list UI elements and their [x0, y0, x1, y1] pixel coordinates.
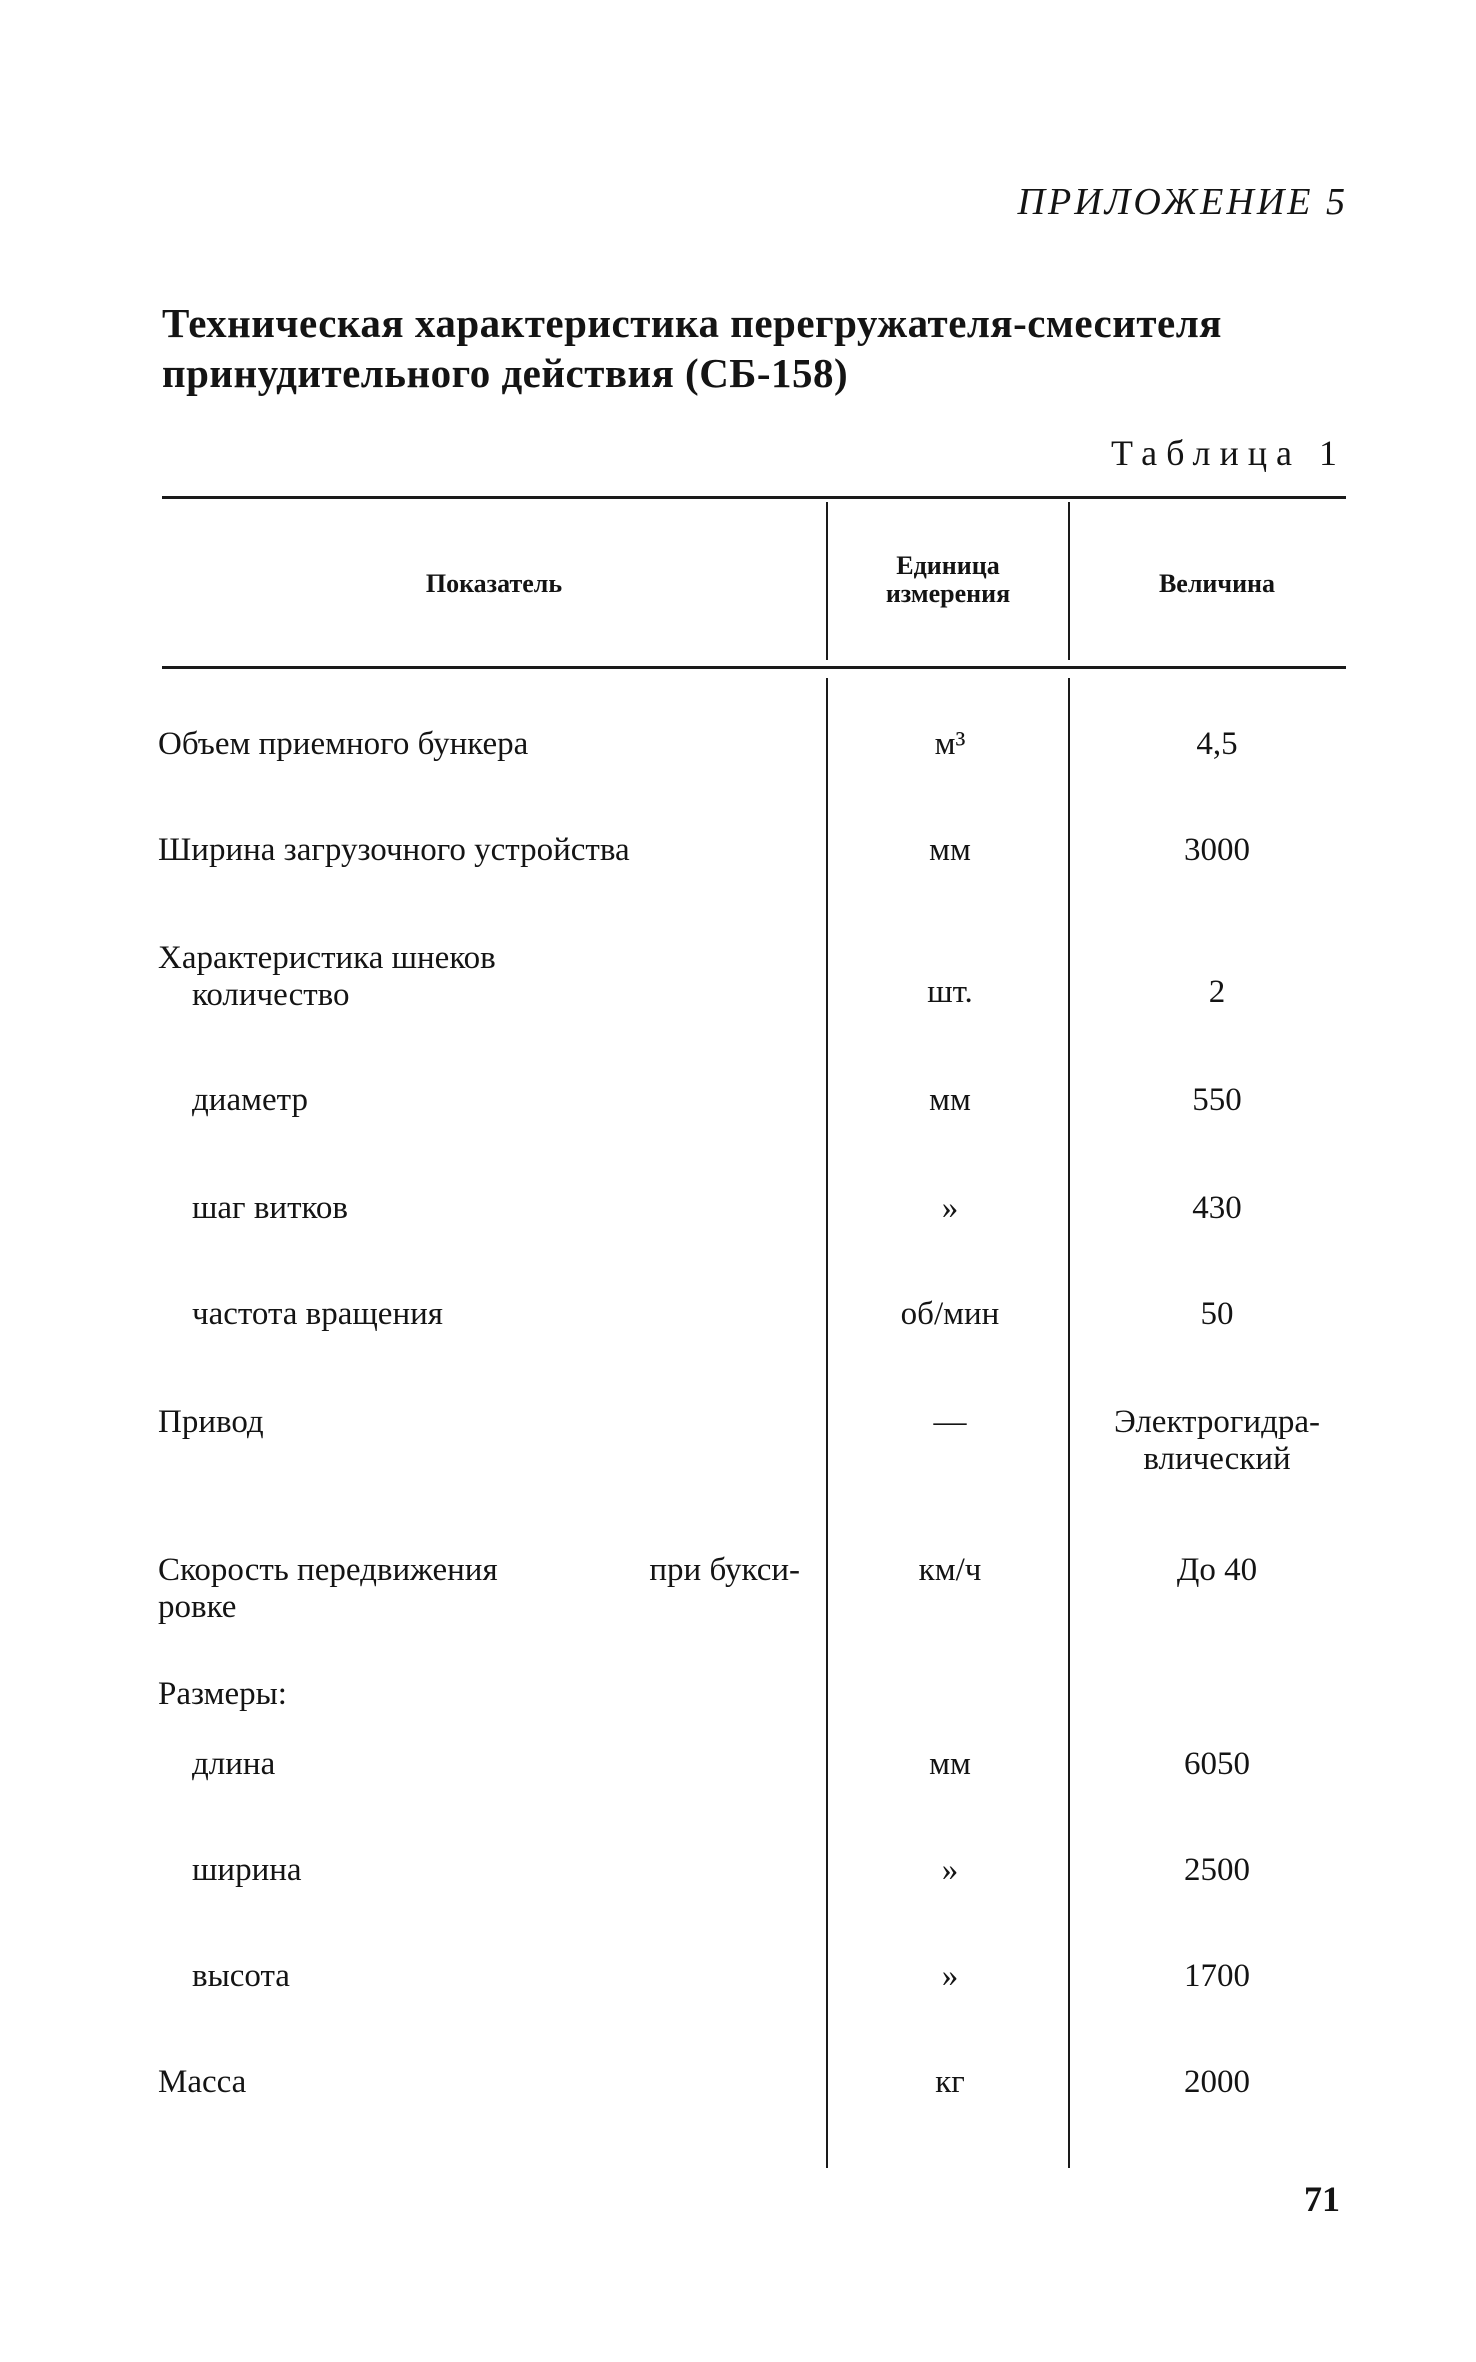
row-unit: шт.: [927, 974, 973, 1010]
column-header-value: Величина: [1158, 569, 1276, 598]
row-unit: м³: [934, 726, 966, 762]
row-name: Привод: [158, 1404, 264, 1440]
row-name-line-2: ровке: [158, 1589, 237, 1625]
row-unit: мм: [929, 1082, 971, 1118]
row-value: 50: [1200, 1296, 1234, 1332]
row-name: [158, 1552, 808, 1626]
row-unit: мм: [929, 832, 971, 868]
row-name-part-1: Скорость передвижения: [158, 1552, 498, 1588]
row-name: частота вращения: [192, 1296, 443, 1332]
row-value: 2000: [1184, 2064, 1250, 2100]
row-group-label: Размеры:: [158, 1676, 287, 1712]
table-top-rule: [162, 496, 1346, 499]
table-header-rule: [162, 666, 1346, 669]
document-title: [162, 298, 1342, 398]
row-unit: »: [941, 1852, 959, 1888]
row-name: диаметр: [192, 1082, 308, 1118]
title-line-1: Техническая характеристика перегружателя-смесителя: [162, 300, 1222, 346]
column-header-indicator: Показатель: [425, 569, 563, 598]
row-unit: »: [941, 1958, 959, 1994]
row-unit: »: [941, 1190, 959, 1226]
row-name-line-1: [158, 1552, 800, 1589]
row-value: 2: [1208, 974, 1226, 1010]
row-value: 550: [1192, 1082, 1242, 1118]
header-divider-1: [826, 502, 828, 660]
page-number: 71: [1304, 2179, 1340, 2219]
column-header-unit: [830, 552, 1066, 608]
row-name: Ширина загрузочного устройства: [158, 832, 630, 868]
row-value: 4,5: [1196, 726, 1238, 762]
row-value-line-1: Электрогидра-: [1113, 1404, 1320, 1440]
row-value: [1072, 1404, 1362, 1478]
row-value: 430: [1192, 1190, 1242, 1226]
row-name: [158, 940, 808, 1014]
table-label: Таблица 1: [1111, 433, 1346, 473]
title-line-2: принудительного действия (СБ-158): [162, 350, 849, 396]
row-name: Объем приемного бункера: [158, 726, 529, 762]
body-divider-1: [826, 678, 828, 2168]
row-value: 2500: [1184, 1852, 1250, 1888]
row-value-line-2: влический: [1143, 1441, 1291, 1477]
row-name: ширина: [192, 1852, 302, 1888]
row-unit: кг: [935, 2064, 965, 2100]
row-name: шаг витков: [192, 1190, 348, 1226]
column-header-unit-line-1: Единица: [896, 551, 1000, 580]
column-header-unit-line-2: измерения: [885, 579, 1011, 608]
row-value: 6050: [1184, 1746, 1250, 1782]
header-divider-2: [1068, 502, 1070, 660]
row-name: длина: [192, 1746, 276, 1782]
row-sub-label: количество: [192, 977, 350, 1013]
row-unit: мм: [929, 1746, 971, 1782]
row-unit: об/мин: [900, 1296, 1000, 1332]
appendix-label: ПРИЛОЖЕНИЕ 5: [1017, 181, 1348, 223]
row-name-part-2: при букси-: [649, 1552, 800, 1588]
row-group-label: Характеристика шнеков: [158, 940, 496, 976]
row-unit: км/ч: [918, 1552, 982, 1588]
row-value: 1700: [1184, 1958, 1250, 1994]
row-unit: —: [933, 1404, 967, 1440]
row-name: Масса: [158, 2064, 247, 2100]
row-value: 3000: [1184, 832, 1250, 868]
row-value: До 40: [1176, 1552, 1258, 1588]
row-name: высота: [192, 1958, 290, 1994]
